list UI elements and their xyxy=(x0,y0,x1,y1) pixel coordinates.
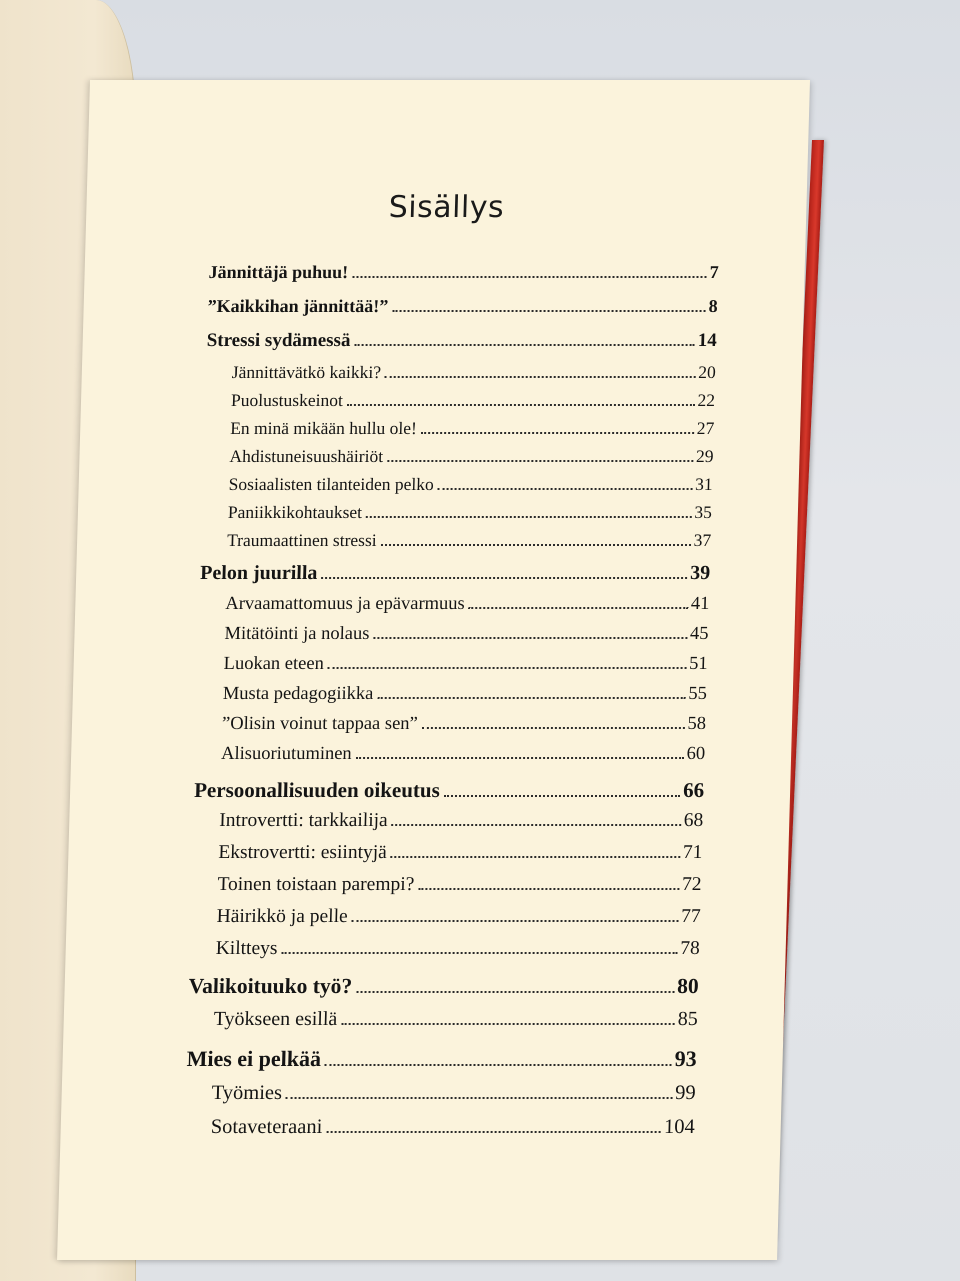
toc-page-number: 72 xyxy=(681,874,702,895)
dot-leader xyxy=(281,951,677,954)
toc-entry-title: Arvaamattomuus ja epävarmuus xyxy=(225,594,466,614)
toc-page-number: 14 xyxy=(697,330,718,351)
toc-entry-title: ”Kaikkihan jännittää!” xyxy=(207,296,389,316)
toc-section-entry xyxy=(229,446,714,467)
toc-chapter-entry xyxy=(186,1046,697,1072)
toc-entry-title: Häirikkö ja pelle xyxy=(216,906,348,927)
toc-section-entry xyxy=(222,714,707,735)
toc-chapter-entry xyxy=(188,974,699,999)
toc-page-number: 31 xyxy=(694,474,713,494)
toc-section-entry xyxy=(216,906,701,928)
toc-entry-title: Ekstrovertti: esiintyjä xyxy=(218,842,388,863)
dot-leader xyxy=(387,459,693,462)
toc-entry-title: En minä mikään hullu ole! xyxy=(230,418,418,438)
dot-leader xyxy=(366,515,691,518)
toc-page-number: 85 xyxy=(677,1008,699,1030)
toc-page-number: 20 xyxy=(698,362,717,382)
toc-section-entry xyxy=(232,362,717,383)
dot-leader xyxy=(381,543,691,546)
dot-leader xyxy=(328,666,686,669)
toc-entry-title: Työkseen esillä xyxy=(213,1008,338,1030)
dot-leader xyxy=(469,606,688,609)
toc-entry-title: Traumaattinen stressi xyxy=(226,530,377,550)
toc-page-number: 41 xyxy=(690,594,710,614)
toc-page-number: 78 xyxy=(679,938,701,959)
toc-section-entry xyxy=(230,418,715,439)
toc-entry-title: Sotaveteraani xyxy=(210,1116,323,1138)
toc-entry-title: Työmies xyxy=(211,1082,283,1104)
toc-page-number: 66 xyxy=(682,778,705,802)
toc-section-entry xyxy=(223,654,708,675)
toc-entry-title: Luokan eteen xyxy=(223,654,325,674)
dot-leader xyxy=(392,309,706,312)
dot-leader xyxy=(341,1022,675,1025)
page-title: Sisällys xyxy=(388,190,505,225)
toc-entry-title: Jännittäjä puhuu! xyxy=(208,262,349,282)
toc-entry-title: Mies ei pelkää xyxy=(186,1046,322,1071)
dot-leader xyxy=(326,1130,661,1133)
toc-entry-title: Kiltteys xyxy=(215,938,278,959)
toc-section-entry xyxy=(221,744,706,765)
toc-page-number: 27 xyxy=(696,418,715,438)
toc-page-number: 68 xyxy=(683,810,704,831)
toc-entry-title: Mitätöinti ja nolaus xyxy=(224,624,370,644)
dot-leader xyxy=(392,823,681,826)
toc-page-number: 99 xyxy=(674,1082,697,1104)
toc-entry-title: Valikoituuko työ? xyxy=(188,974,353,998)
toc-chapter-entry xyxy=(208,262,719,283)
dot-leader xyxy=(321,576,687,579)
toc-entry-title: Alisuoriutuminen xyxy=(220,744,352,764)
toc-page-number: 29 xyxy=(695,446,714,466)
dot-leader xyxy=(352,275,707,278)
toc-chapter-entry xyxy=(207,296,718,317)
toc-section-entry xyxy=(211,1082,696,1105)
toc-page-number: 45 xyxy=(689,624,709,644)
toc-entry-title: Puolustuskeinot xyxy=(230,390,344,410)
toc-section-entry xyxy=(227,530,712,551)
toc-entry-title: ”Olisin voinut tappaa sen” xyxy=(221,714,419,734)
dot-leader xyxy=(385,375,695,378)
toc-page-number: 7 xyxy=(709,262,719,282)
toc-entry-title: Ahdistuneisuushäiriöt xyxy=(229,446,384,466)
toc-page-number: 22 xyxy=(697,390,716,410)
toc-entry-title: Musta pedagogiikka xyxy=(222,684,374,704)
toc-section-entry xyxy=(215,938,700,960)
dot-leader xyxy=(418,887,679,890)
toc-page-number: 60 xyxy=(686,744,706,764)
toc-chapter-entry xyxy=(206,330,717,352)
toc-page-number: 51 xyxy=(688,654,708,674)
dot-leader xyxy=(444,794,680,797)
dot-leader xyxy=(391,855,680,858)
dot-leader xyxy=(373,636,687,639)
toc-entry-title: Sosiaalisten tilanteiden pelko xyxy=(228,474,435,494)
toc-entry-title: Stressi sydämessä xyxy=(206,330,351,351)
dot-leader xyxy=(356,990,674,993)
toc-page-number: 58 xyxy=(687,714,707,734)
toc-chapter-entry xyxy=(194,778,705,803)
toc-section-entry xyxy=(223,684,708,705)
toc-section-entry xyxy=(228,474,713,495)
dot-leader xyxy=(286,1096,672,1099)
toc-section-entry xyxy=(224,624,709,645)
toc-entry-title: Toinen toistaan parempi? xyxy=(217,874,415,895)
toc-entry-title: Introvertti: tarkkailija xyxy=(219,810,389,831)
toc-section-entry xyxy=(219,810,704,832)
dot-leader xyxy=(377,696,685,699)
toc-page-number: 39 xyxy=(689,562,711,584)
toc-section-entry xyxy=(217,874,702,896)
toc-chapter-entry xyxy=(200,562,711,585)
toc-section-entry xyxy=(213,1008,698,1031)
toc-section-entry xyxy=(231,390,716,411)
toc-section-entry xyxy=(218,842,703,864)
dot-leader xyxy=(438,487,692,490)
dot-leader xyxy=(354,343,694,346)
dot-leader xyxy=(347,403,695,406)
toc-page-number: 37 xyxy=(693,530,712,550)
toc-page xyxy=(57,80,810,1260)
dot-leader xyxy=(422,726,685,729)
toc-section-entry xyxy=(225,594,710,615)
toc-page-number: 35 xyxy=(694,502,713,522)
dot-leader xyxy=(352,919,679,922)
toc-entry-title: Persoonallisuuden oikeutus xyxy=(193,778,441,802)
dot-leader xyxy=(356,756,684,759)
toc-page-number: 104 xyxy=(663,1116,696,1138)
toc-page-number: 77 xyxy=(680,906,701,927)
toc-page-number: 80 xyxy=(676,974,700,998)
toc-entry-title: Pelon juurilla xyxy=(199,562,318,584)
dot-leader xyxy=(325,1063,672,1066)
toc-page-number: 8 xyxy=(708,296,718,316)
toc-page-number: 71 xyxy=(682,842,703,863)
toc-section-entry xyxy=(228,502,713,523)
dot-leader xyxy=(421,431,694,434)
toc-entry-title: Paniikkikohtaukset xyxy=(227,502,363,522)
toc-entry-title: Jännittävätkö kaikki? xyxy=(231,362,382,382)
toc-page-number: 93 xyxy=(674,1046,698,1071)
toc-page-number: 55 xyxy=(688,684,708,704)
toc-section-entry xyxy=(210,1116,695,1139)
